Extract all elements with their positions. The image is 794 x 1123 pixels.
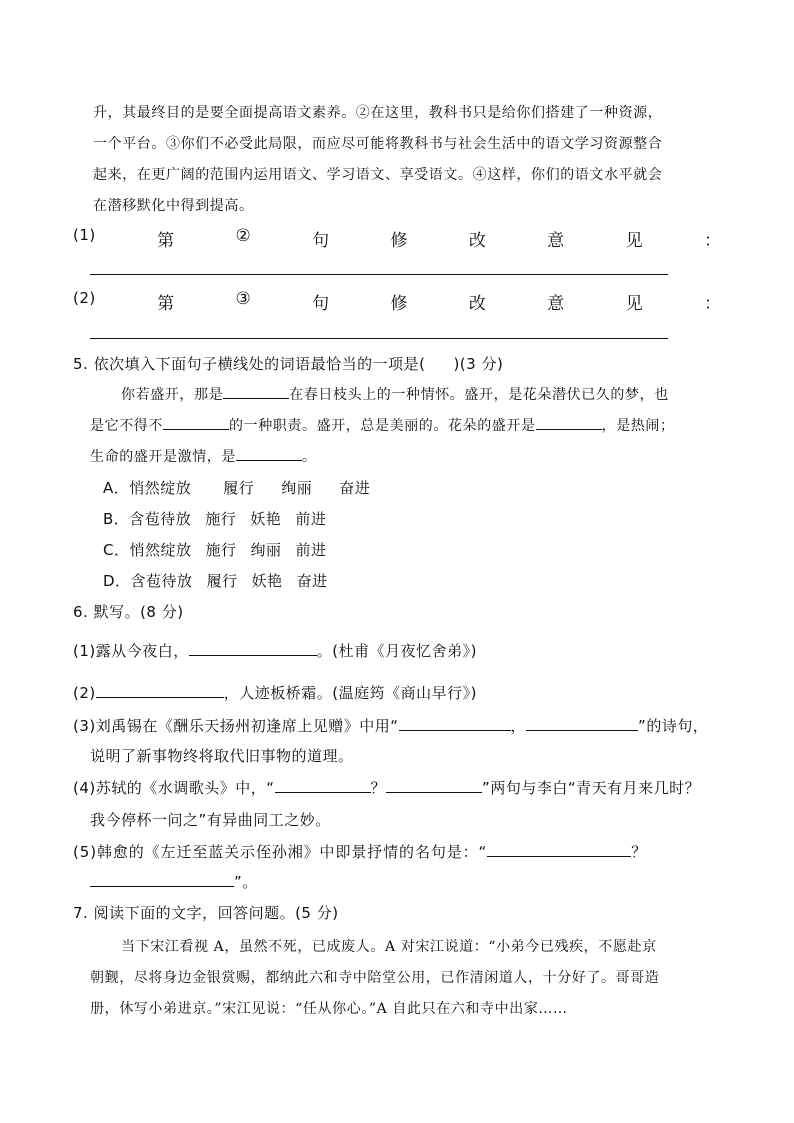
option-word: 施行	[205, 541, 237, 559]
fill-blank[interactable]	[386, 778, 482, 793]
fill-blank-1[interactable]	[223, 384, 289, 399]
question-6-title: 6. 默写。(8 分)	[73, 603, 184, 621]
char: 修	[390, 294, 408, 314]
q6-text: ”的诗句，	[638, 717, 709, 735]
char: 见	[625, 231, 643, 251]
q5-title-text: 5. 依次填入下面句子横线处的词语最恰当的一项是(	[73, 355, 426, 373]
q7-passage-line-1: 当下宋江看视 A，虽然不死，已成废人。A 对宋江说道：“小弟今已残疾，不愿赴京	[121, 939, 657, 955]
q6-item-1	[73, 640, 477, 661]
q7-passage-line-2: 朝觐，尽将身边金银赏赐，都纳此六和寺中陪堂公用，已作清闲道人，十分好了。哥哥造	[90, 970, 660, 986]
passage-line-2: 一个平台。③你们不必受此局限，而应尽可能将教科书与社会生活中的语文学习资源整合	[93, 136, 663, 152]
q6-text: (5)韩愈的《左迁至蓝关示侄孙湘》中即景抒情的名句是：“	[73, 843, 488, 861]
char: ：	[704, 294, 721, 314]
char: 意	[547, 294, 565, 314]
option-a[interactable]	[103, 477, 370, 498]
option-label: B．含苞待放	[103, 510, 192, 528]
char: 第	[157, 294, 175, 314]
char: 句	[312, 231, 330, 251]
option-word: 妖艳	[251, 572, 283, 590]
revision-item-2	[73, 289, 721, 314]
q5-score: )(3 分)	[453, 355, 504, 373]
option-c[interactable]	[103, 539, 327, 560]
char: 第	[157, 231, 175, 251]
fill-blank[interactable]	[96, 683, 224, 698]
question-5-title	[73, 353, 503, 374]
item-number: (1)	[73, 226, 96, 244]
q6-text: ，	[510, 717, 527, 735]
q5-text-line-1	[121, 384, 669, 404]
q5-text: 生命的盛开是激情，是	[90, 449, 236, 465]
q6-item-2	[73, 682, 477, 703]
passage-line-1: 升，其最终目的是要全面提高语文素养。②在这里，教科书只是给你们搭建了一种资源，	[93, 105, 663, 121]
char: ②	[235, 226, 251, 246]
q6-item-5-cont	[90, 871, 258, 892]
char: 改	[468, 294, 486, 314]
fill-blank[interactable]	[189, 641, 317, 656]
option-word: 奋进	[339, 479, 371, 497]
answer-line-2[interactable]	[90, 338, 668, 339]
q6-text: ？	[370, 779, 387, 797]
passage-line-4: 在潜移默化中得到提高。	[93, 198, 254, 214]
item-number: (2)	[73, 289, 96, 307]
option-word: 前进	[295, 510, 327, 528]
q6-text: ，人迹板桥霜。(温庭筠《商山早行》)	[223, 684, 477, 702]
q6-item-4	[73, 777, 700, 798]
q5-text-line-2	[90, 415, 675, 435]
char: 修	[390, 231, 408, 251]
fill-blank-3[interactable]	[536, 415, 602, 430]
option-b[interactable]	[103, 508, 326, 529]
option-d[interactable]	[103, 570, 328, 591]
q6-item-3	[73, 715, 708, 736]
q6-item-4-cont: 我今停杯一问之”有异曲同工之妙。	[90, 811, 331, 829]
fill-blank[interactable]	[275, 778, 371, 793]
option-word: 妖艳	[250, 510, 282, 528]
q5-text: 你若盛开，那是	[121, 387, 224, 403]
char: ③	[235, 289, 251, 309]
fill-blank[interactable]	[487, 842, 631, 857]
q7-passage-line-3: 册，休写小弟进京。”宋江见说：“任从你心。”A 自此只在六和寺中出家……	[90, 1001, 568, 1017]
q6-text: ？	[631, 843, 648, 861]
q6-text: (4)苏轼的《水调歌头》中，“	[73, 779, 275, 797]
revision-item-1	[73, 226, 721, 251]
fill-blank[interactable]	[526, 716, 638, 731]
option-word: 履行	[206, 572, 238, 590]
q6-text: ”两句与李白“青天有月来几时？	[482, 779, 701, 797]
q6-text: 。(杜甫《月夜忆舍弟》)	[316, 642, 477, 660]
option-word: 履行	[223, 479, 255, 497]
option-label: A．悄然绽放	[103, 479, 192, 497]
q6-item-5	[73, 841, 647, 862]
q6-text: (1)露从今夜白，	[73, 642, 189, 660]
fill-blank-4[interactable]	[236, 446, 302, 461]
fill-blank[interactable]	[90, 872, 234, 887]
q6-item-3-cont: 说明了新事物终将取代旧事物的道理。	[90, 747, 354, 765]
q5-text: 是它不得不	[90, 418, 163, 434]
q5-text: 的一种职责。盛开，总是美丽的。花朵的盛开是	[229, 418, 536, 434]
q6-text: ”。	[234, 873, 258, 891]
char: 句	[312, 294, 330, 314]
question-7-title: 7. 阅读下面的文字，回答问题。(5 分)	[73, 904, 339, 922]
option-word: 绚丽	[281, 479, 313, 497]
char: 改	[468, 231, 486, 251]
char: ：	[704, 231, 721, 251]
q5-text: ，是热闹；	[601, 418, 675, 434]
option-label: D．含苞待放	[103, 572, 193, 590]
option-word: 奋进	[296, 572, 328, 590]
q6-text: (2)	[73, 684, 96, 702]
option-label: C．悄然绽放	[103, 541, 192, 559]
q5-text: 。	[302, 449, 317, 465]
q5-text: 在春日枝头上的一种情怀。盛开，是花朵潜伏已久的梦，也	[289, 387, 669, 403]
fill-blank[interactable]	[399, 716, 511, 731]
q6-text: (3)刘禹锡在《酬乐天扬州初逢席上见赠》中用“	[73, 717, 399, 735]
fill-blank-2[interactable]	[163, 415, 229, 430]
option-word: 绚丽	[250, 541, 282, 559]
answer-line-1[interactable]	[90, 274, 668, 275]
q5-text-line-3	[90, 446, 317, 466]
passage-line-3: 起来，在更广阔的范围内运用语文、学习语文、享受语文。④这样，你们的语文水平就会	[93, 167, 663, 183]
option-word: 施行	[205, 510, 237, 528]
char: 见	[625, 294, 643, 314]
option-word: 前进	[295, 541, 327, 559]
char: 意	[547, 231, 565, 251]
